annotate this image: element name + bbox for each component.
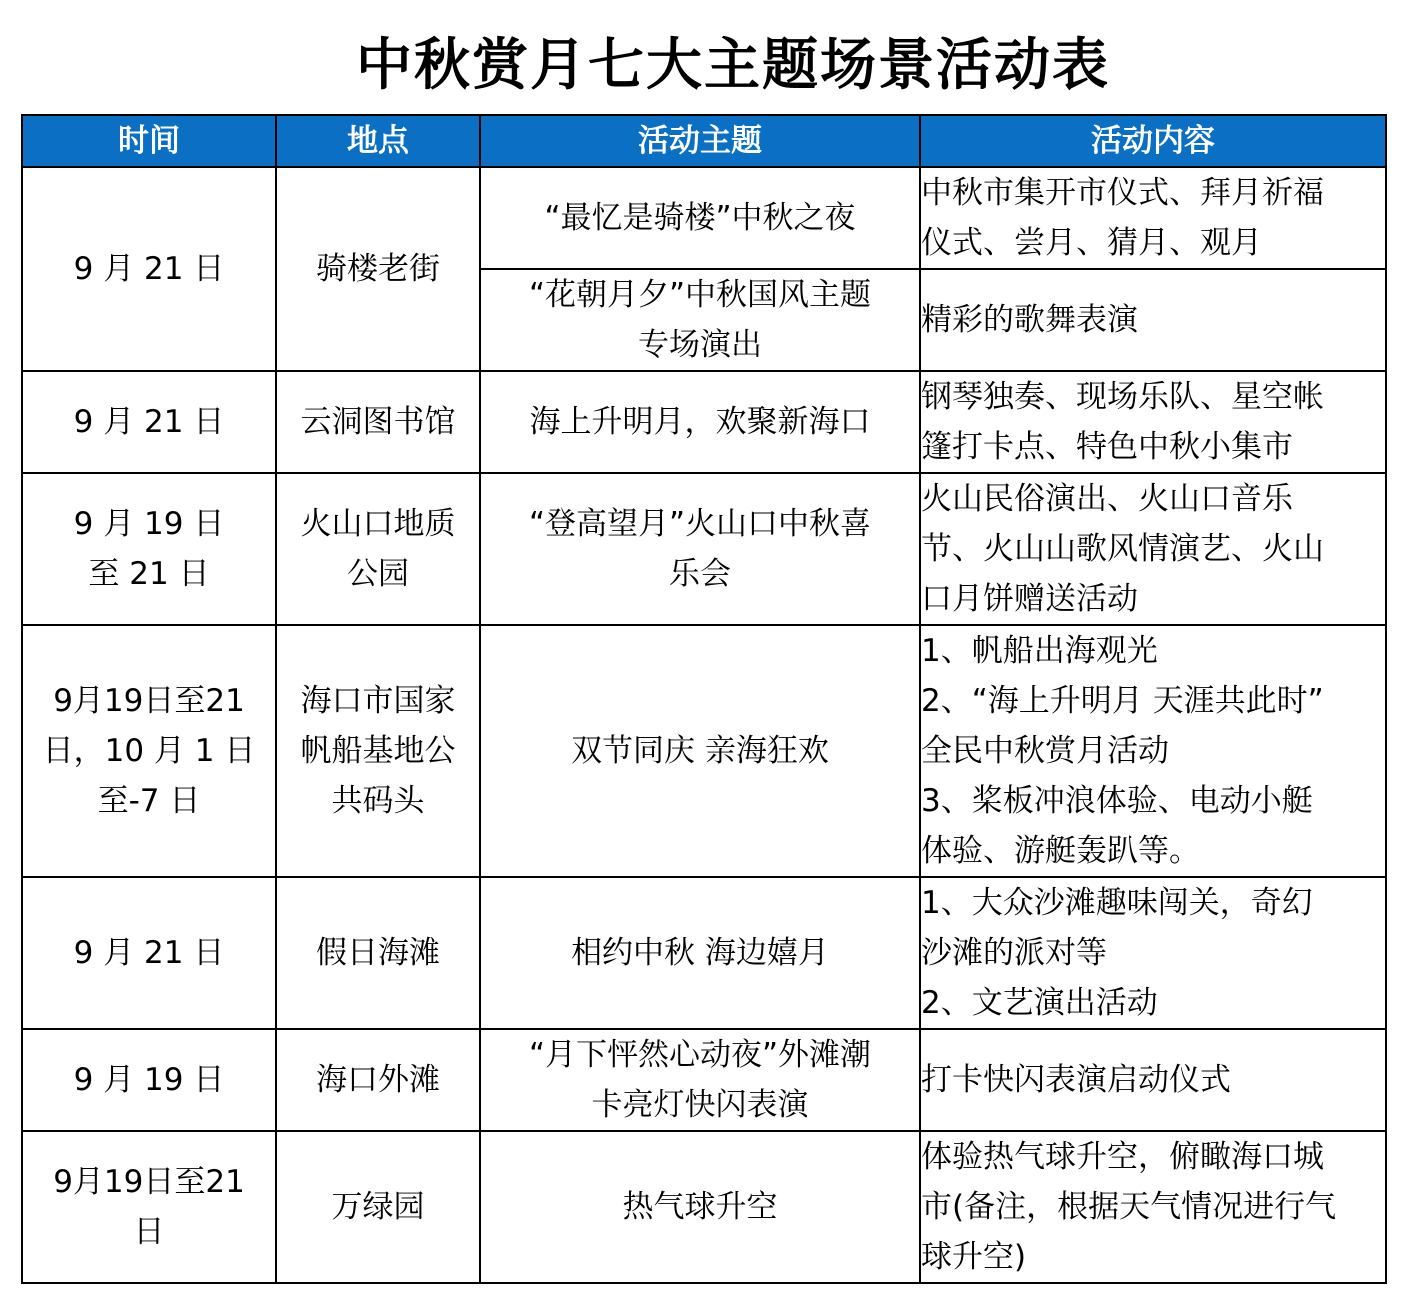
cell-content: 精彩的歌舞表演 — [920, 269, 1386, 371]
cell-content: 中秋市集开市仪式、拜月祈福 仪式、尝月、猜月、观月 — [920, 167, 1386, 269]
cell-time: 9月19日至21 日，10 月 1 日 至-7 日 — [22, 625, 276, 877]
cell-theme: 海上升明月，欢聚新海口 — [480, 371, 920, 473]
table-row — [22, 625, 1386, 877]
cell-theme: 热气球升空 — [480, 1131, 920, 1283]
cell-theme: “最忆是骑楼”中秋之夜 — [480, 167, 920, 269]
cell-content: 1、帆船出海观光 2、“海上升明月 天涯共此时” 全民中秋赏月活动 3、桨板冲浪体验、电动小艇 体验、游艇轰趴等。 — [920, 625, 1386, 877]
cell-place: 万绿园 — [276, 1131, 480, 1283]
table-row — [22, 1131, 1386, 1283]
cell-theme: 双节同庆 亲海狂欢 — [480, 625, 920, 877]
cell-time: 9 月 21 日 — [22, 167, 276, 371]
cell-place: 云洞图书馆 — [276, 371, 480, 473]
cell-theme: “花朝月夕”中秋国风主题 专场演出 — [480, 269, 920, 371]
header-theme: 活动主题 — [480, 115, 920, 167]
cell-place: 火山口地质 公园 — [276, 473, 480, 625]
cell-place: 海口市国家 帆船基地公 共码头 — [276, 625, 480, 877]
cell-theme: “月下怦然心动夜”外滩潮 卡亮灯快闪表演 — [480, 1029, 920, 1131]
cell-place: 海口外滩 — [276, 1029, 480, 1131]
schedule-table — [21, 114, 1387, 1284]
cell-theme: 相约中秋 海边嬉月 — [480, 877, 920, 1029]
cell-place: 骑楼老街 — [276, 167, 480, 371]
cell-content: 火山民俗演出、火山口音乐 节、火山山歌风情演艺、火山 口月饼赠送活动 — [920, 473, 1386, 625]
cell-content: 体验热气球升空，俯瞰海口城 市(备注，根据天气情况进行气 球升空) — [920, 1131, 1386, 1283]
table-row — [22, 877, 1386, 1029]
page-title: 中秋赏月七大主题场景活动表 — [356, 33, 1110, 98]
table-row — [22, 473, 1386, 625]
cell-content: 1、大众沙滩趣味闯关，奇幻 沙滩的派对等 2、文艺演出活动 — [920, 877, 1386, 1029]
table-row — [22, 1029, 1386, 1131]
cell-content: 钢琴独奏、现场乐队、星空帐 篷打卡点、特色中秋小集市 — [920, 371, 1386, 473]
table-row — [22, 371, 1386, 473]
header-place: 地点 — [276, 115, 480, 167]
cell-time: 9 月 21 日 — [22, 877, 276, 1029]
cell-theme: “登高望月”火山口中秋喜 乐会 — [480, 473, 920, 625]
table-row — [22, 167, 1386, 269]
cell-time: 9 月 19 日 至 21 日 — [22, 473, 276, 625]
cell-time: 9 月 19 日 — [22, 1029, 276, 1131]
cell-place: 假日海滩 — [276, 877, 480, 1029]
header-time: 时间 — [22, 115, 276, 167]
cell-time: 9 月 21 日 — [22, 371, 276, 473]
header-content: 活动内容 — [920, 115, 1386, 167]
cell-time: 9月19日至21 日 — [22, 1131, 276, 1283]
cell-content: 打卡快闪表演启动仪式 — [920, 1029, 1386, 1131]
table-header-row — [22, 115, 1386, 167]
